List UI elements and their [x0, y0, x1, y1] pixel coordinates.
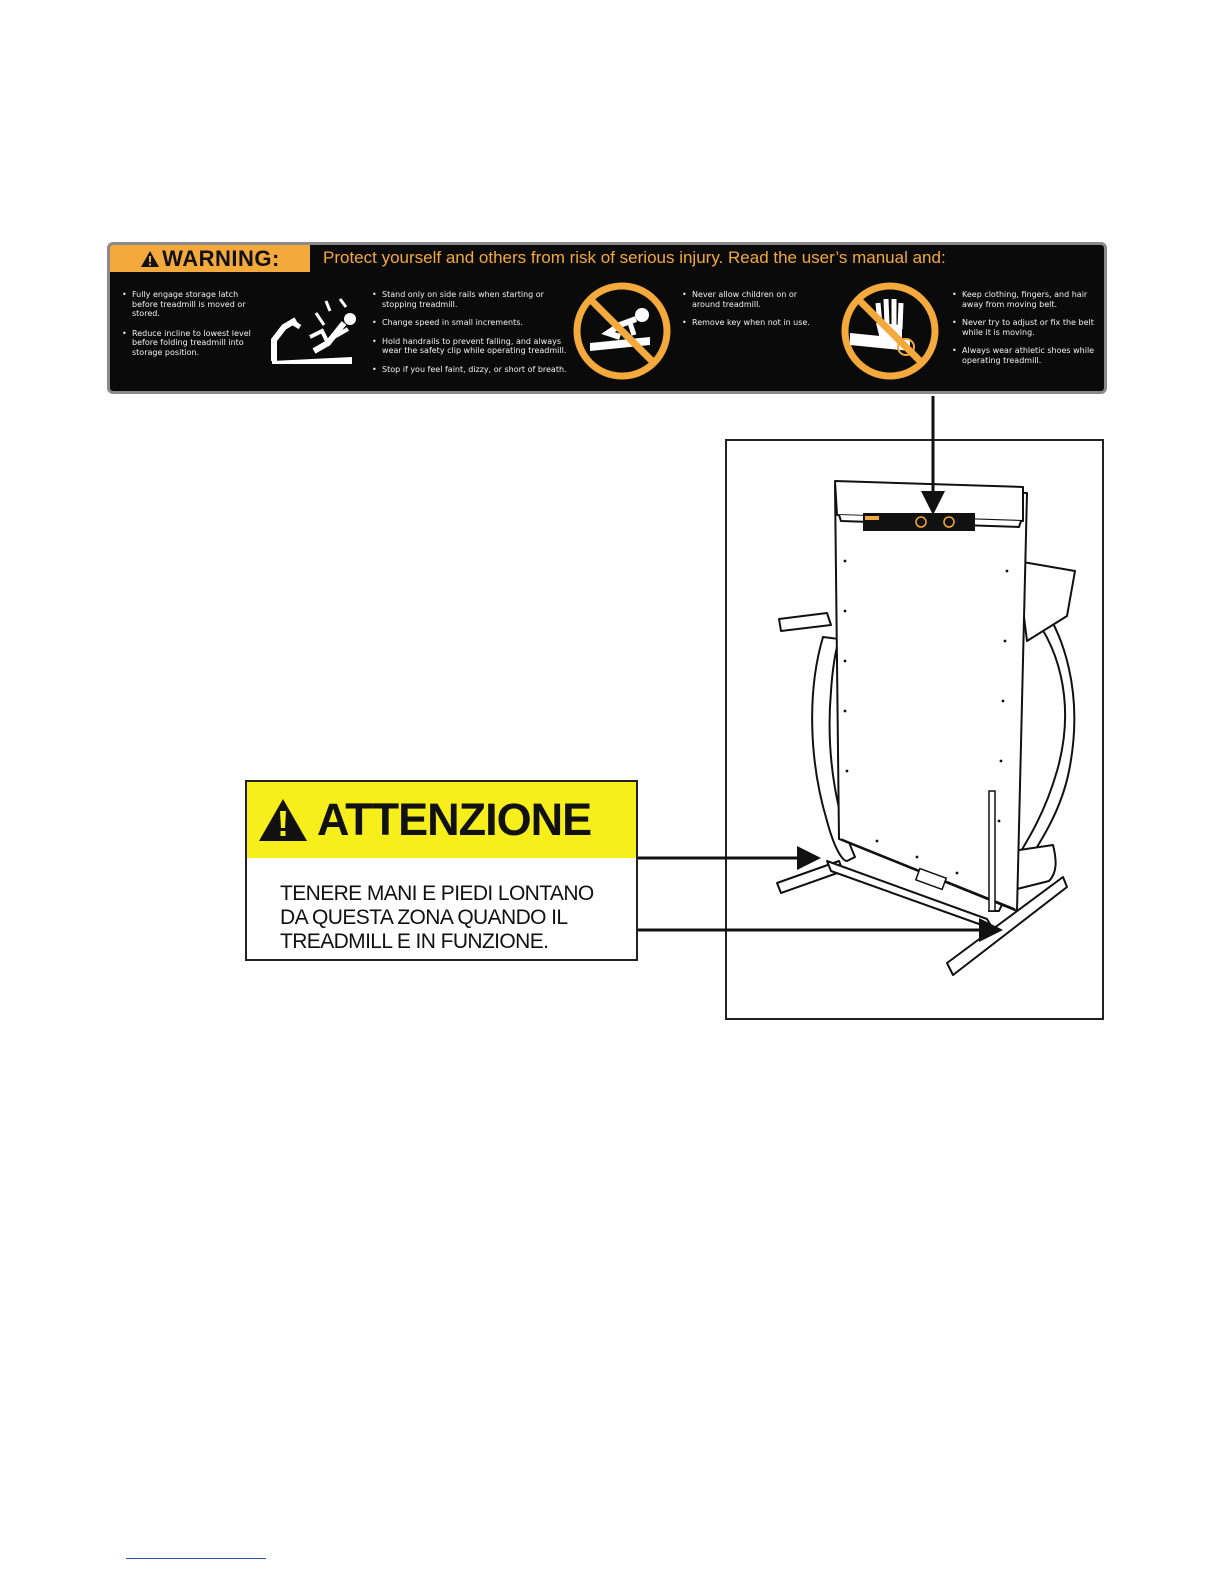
warning-item: • Remove key when not in use. — [682, 318, 812, 328]
footer-rule — [126, 1558, 266, 1559]
attention-title: ATTENZIONE — [317, 794, 592, 845]
attention-line: DA QUESTA ZONA QUANDO IL — [280, 906, 568, 929]
warning-item: • Never allow children on or around treadmill. — [682, 290, 812, 309]
warning-item: • Never try to adjust or fix the belt while it is moving. — [952, 318, 1097, 337]
attention-body — [247, 858, 636, 954]
warning-heading-text: WARNING: — [162, 245, 280, 271]
warning-item: • Keep clothing, fingers, and hair away from moving belt. — [952, 290, 1097, 309]
warning-column-3 — [682, 290, 812, 337]
warning-heading — [110, 245, 310, 272]
warning-column-4 — [952, 290, 1097, 374]
warning-column-1 — [122, 290, 257, 367]
no-hands-icon — [840, 281, 940, 381]
warning-item: • Reduce incline to lowest level before folding treadmill into storage position. — [122, 329, 257, 358]
warning-item: • Stop if you feel faint, dizzy, or short of breath. — [372, 365, 567, 375]
warning-item: • Always wear athletic shoes while operating treadmill. — [952, 346, 1097, 365]
warning-item: • Change speed in small increments. — [372, 318, 567, 328]
warning-item: • Hold handrails to prevent falling, and always wear the safety clip while operating treadmill. — [372, 337, 567, 356]
attention-line: TREADMILL E IN FUNZIONE. — [280, 930, 549, 953]
warning-triangle-icon — [257, 797, 309, 843]
treadmill-illustration — [727, 441, 1102, 1018]
treadmill-illustration-box — [725, 439, 1104, 1020]
warning-item: • Fully engage storage latch before treadmill is moved or stored. — [122, 290, 257, 319]
attention-line: TENERE MANI E PIEDI LONTANO — [280, 882, 594, 905]
no-children-icon — [572, 281, 672, 381]
warning-column-2 — [372, 290, 567, 383]
warning-triangle-icon — [140, 250, 160, 268]
person-falling-icon — [270, 285, 360, 365]
warning-item: • Stand only on side rails when starting or stopping treadmill. — [372, 290, 567, 309]
attention-label — [245, 780, 638, 961]
warning-label — [107, 242, 1107, 394]
warning-intro: Protect yourself and others from risk of serious injury. Read the user’s manual and: — [323, 248, 946, 267]
attention-heading — [247, 782, 636, 858]
